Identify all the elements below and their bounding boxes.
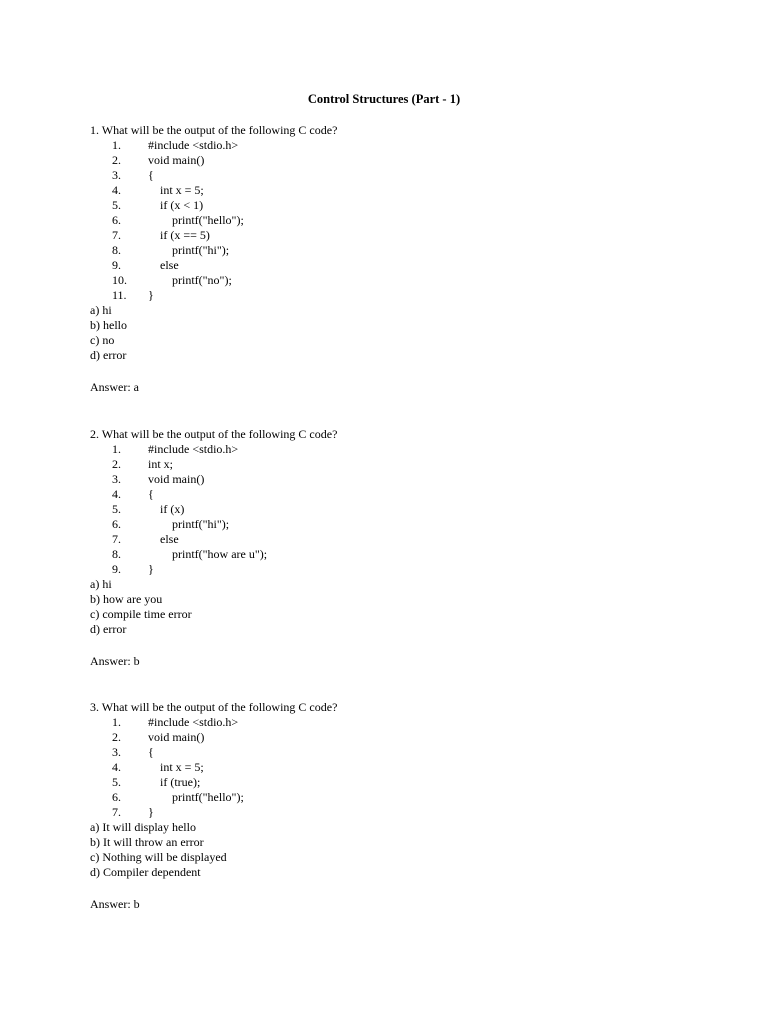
code-line-text: if (x < 1) [148, 198, 204, 212]
code-line-text: } [148, 562, 154, 576]
code-line [90, 472, 590, 487]
code-line-text: if (x) [148, 502, 185, 516]
code-line-number: 1. [112, 442, 121, 456]
code-line [90, 198, 590, 213]
code-line [90, 745, 590, 760]
code-line-number: 1. [112, 715, 121, 729]
answer-option: c) no [90, 333, 115, 347]
code-line-number: 3. [112, 472, 121, 486]
code-line [90, 715, 590, 730]
code-line-number: 4. [112, 487, 121, 501]
code-line-number: 11. [112, 288, 127, 302]
code-line-number: 2. [112, 730, 121, 744]
code-line [90, 805, 590, 820]
code-line [90, 760, 590, 775]
answer-key: Answer: b [90, 654, 140, 668]
code-line-number: 7. [112, 805, 121, 819]
code-line-text: if (true); [148, 775, 201, 789]
answer-option: d) error [90, 348, 127, 362]
code-line-number: 5. [112, 502, 121, 516]
code-line [90, 228, 590, 243]
code-line-text: void main() [148, 472, 205, 486]
code-line-text: printf("how are u"); [148, 547, 268, 561]
code-line-text: #include <stdio.h> [148, 138, 239, 152]
question-text: 3. What will be the output of the following C code? [90, 700, 338, 714]
code-line [90, 288, 590, 303]
code-line-text: printf("no"); [148, 273, 232, 287]
code-line-text: { [148, 745, 154, 759]
answer-option: c) Nothing will be displayed [90, 850, 227, 864]
code-line [90, 168, 590, 183]
code-line [90, 243, 590, 258]
code-line-number: 4. [112, 183, 121, 197]
code-line-text: printf("hello"); [148, 213, 244, 227]
answer-key: Answer: b [90, 897, 140, 911]
code-line-number: 6. [112, 213, 121, 227]
code-line-text: int x = 5; [148, 760, 204, 774]
code-line-text: void main() [148, 153, 205, 167]
answer-option: b) hello [90, 318, 127, 332]
code-line-text: printf("hi"); [148, 243, 230, 257]
code-line-number: 5. [112, 775, 121, 789]
code-line [90, 138, 590, 153]
answer-option: c) compile time error [90, 607, 192, 621]
answer-option: a) It will display hello [90, 820, 196, 834]
answer-option: b) It will throw an error [90, 835, 204, 849]
code-line-text: if (x == 5) [148, 228, 210, 242]
code-line [90, 153, 590, 168]
code-line [90, 442, 590, 457]
code-line [90, 562, 590, 577]
code-line [90, 457, 590, 472]
code-line [90, 258, 590, 273]
answer-option: d) Compiler dependent [90, 865, 201, 879]
code-line [90, 547, 590, 562]
code-line [90, 213, 590, 228]
code-line-text: } [148, 805, 154, 819]
code-line [90, 183, 590, 198]
code-line-number: 3. [112, 745, 121, 759]
code-line-text: else [148, 532, 179, 546]
code-line-text: { [148, 487, 154, 501]
code-line [90, 775, 590, 790]
code-line-text: { [148, 168, 154, 182]
code-line [90, 730, 590, 745]
code-line-text: int x; [148, 457, 174, 471]
code-line-number: 9. [112, 562, 121, 576]
code-line-number: 8. [112, 547, 121, 561]
code-line-text: printf("hi"); [148, 517, 230, 531]
code-line-number: 7. [112, 532, 121, 546]
code-line-text: } [148, 288, 154, 302]
code-line-number: 1. [112, 138, 121, 152]
code-line [90, 790, 590, 805]
code-line-number: 2. [112, 153, 121, 167]
question-text: 2. What will be the output of the following C code? [90, 427, 338, 441]
code-line-text: #include <stdio.h> [148, 442, 239, 456]
code-line-number: 7. [112, 228, 121, 242]
question-text: 1. What will be the output of the following C code? [90, 123, 338, 137]
code-line-number: 5. [112, 198, 121, 212]
code-line-number: 3. [112, 168, 121, 182]
answer-key: Answer: a [90, 380, 139, 394]
code-line-text: int x = 5; [148, 183, 204, 197]
code-line-text: #include <stdio.h> [148, 715, 239, 729]
code-line [90, 532, 590, 547]
code-line-number: 4. [112, 760, 121, 774]
answer-option: a) hi [90, 303, 112, 317]
answer-option: b) how are you [90, 592, 163, 606]
code-line-text: void main() [148, 730, 205, 744]
answer-option: d) error [90, 622, 127, 636]
code-line [90, 502, 590, 517]
code-line-text: printf("hello"); [148, 790, 244, 804]
code-line [90, 487, 590, 502]
answer-option: a) hi [90, 577, 112, 591]
code-line-number: 6. [112, 790, 121, 804]
page-title: Control Structures (Part - 1) [307, 92, 461, 106]
code-line [90, 273, 590, 288]
code-line-number: 8. [112, 243, 121, 257]
code-line [90, 517, 590, 532]
code-line-text: else [148, 258, 179, 272]
code-line-number: 2. [112, 457, 121, 471]
code-line-number: 10. [112, 273, 127, 287]
code-line-number: 6. [112, 517, 121, 531]
code-line-number: 9. [112, 258, 121, 272]
